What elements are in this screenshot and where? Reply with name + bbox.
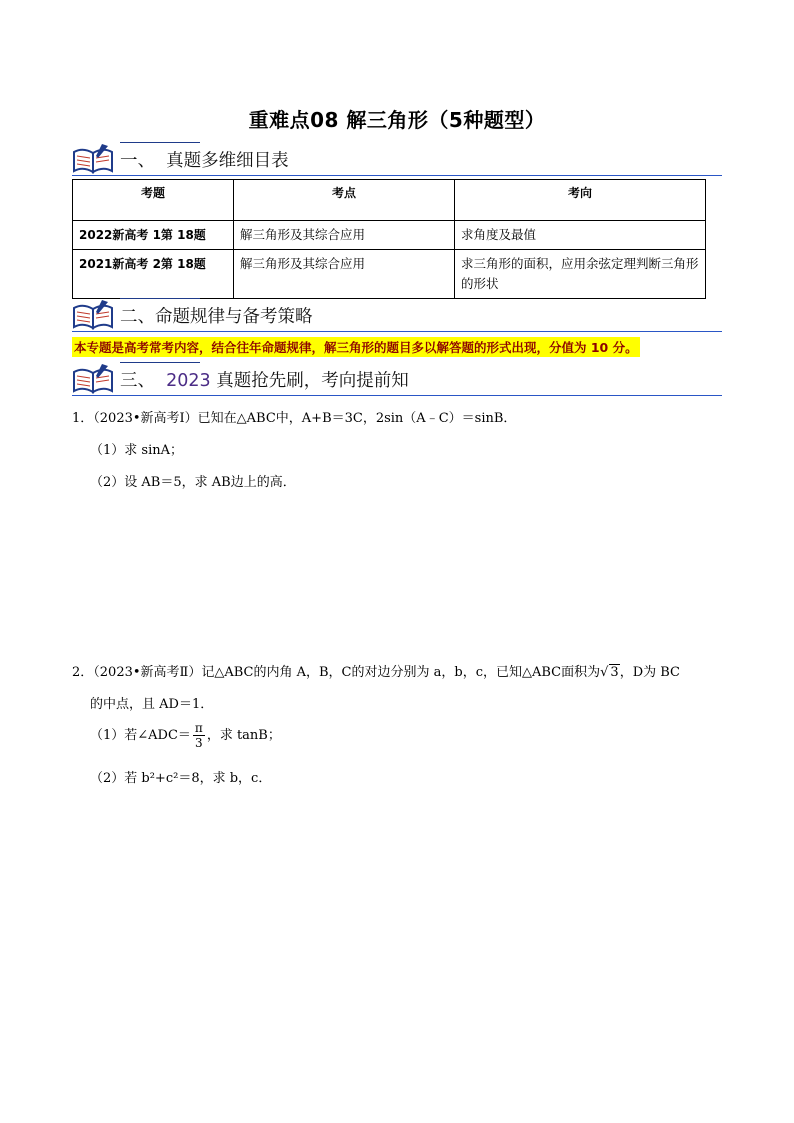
section-one-header: [72, 142, 722, 176]
question-2-part-1-pre: （1）若∠ADC＝: [90, 728, 191, 743]
open-book-icon: [72, 300, 114, 330]
question-2-part-1-post: ，求 tanB；: [206, 728, 281, 743]
question-2-stem-continued: 的中点，且 AD＝1．: [90, 697, 214, 712]
question-2-part-2: （2）若 b²+c²＝8，求 b，c．: [90, 771, 272, 786]
fraction: [193, 721, 205, 750]
table-cell: 解三角形及其综合应用: [234, 221, 455, 250]
sqrt-radicand: 3: [610, 665, 619, 680]
section-rule-bottom: [72, 395, 722, 396]
table-cell: 2021新高考 2第 18题: [73, 250, 234, 299]
page-title: 重难点08 解三角形（5种题型）: [248, 108, 546, 132]
section-three-prefix: 三、: [120, 371, 167, 391]
table-header-cell: 考题: [73, 180, 234, 221]
question-2-stem-b: ，D为 BC: [619, 665, 680, 680]
question-2-stem: [72, 661, 680, 680]
section-rule-top: [120, 298, 200, 299]
question-2-stem-a: 2．（2023•新高考Ⅱ）记△ABC的内角 A，B，C的对边分别为 a，b，c，已知△ABC面积为: [72, 665, 601, 680]
section-three-suffix: 真题抢先刷，考向提前知: [210, 371, 409, 391]
topic-table: [72, 179, 706, 299]
table-cell: 解三角形及其综合应用: [234, 250, 455, 299]
question-1-part-1: （1）求 sinA；: [90, 443, 183, 458]
question-2-part-1: [90, 721, 281, 750]
section-rule-bottom: [72, 331, 722, 332]
section-rule-bottom: [72, 175, 722, 176]
table-cell: 2022新高考 1第 18题: [73, 221, 234, 250]
section-two-header: [72, 298, 722, 332]
section-two-title: 二、命题规律与备考策略: [120, 307, 313, 327]
open-book-icon: [72, 144, 114, 174]
table-header-row: [73, 180, 706, 221]
table-row: [73, 250, 706, 299]
fraction-numerator: π: [194, 721, 203, 735]
question-1-stem: 1．（2023•新高考Ⅰ）已知在△ABC中，A+B＝3C，2sin（A﹣C）＝sinB．: [72, 411, 517, 426]
table-cell: 求角度及最值: [455, 221, 706, 250]
table-header-cell: 考点: [234, 180, 455, 221]
table-row: [73, 221, 706, 250]
section-one-title: 一、 真题多维细目表: [120, 151, 289, 171]
open-book-icon: [72, 364, 114, 394]
sqrt-sign: √: [600, 665, 609, 680]
section-rule-top: [120, 362, 200, 363]
section-rule-top: [120, 142, 200, 143]
section-three-header: [72, 362, 722, 396]
section-three-title: [120, 367, 409, 392]
section-three-year: 2023: [166, 371, 211, 391]
strategy-note: 本专题是高考常考内容，结合往年命题规律，解三角形的题目多以解答题的形式出现，分值为 10 分。: [72, 337, 640, 357]
fraction-denominator: 3: [195, 736, 203, 750]
table-header-cell: 考向: [455, 180, 706, 221]
table-cell: 求三角形的面积，应用余弦定理判断三角形的形状: [455, 250, 706, 299]
question-1-part-2: （2）设 AB＝5，求 AB边上的高．: [90, 475, 296, 490]
